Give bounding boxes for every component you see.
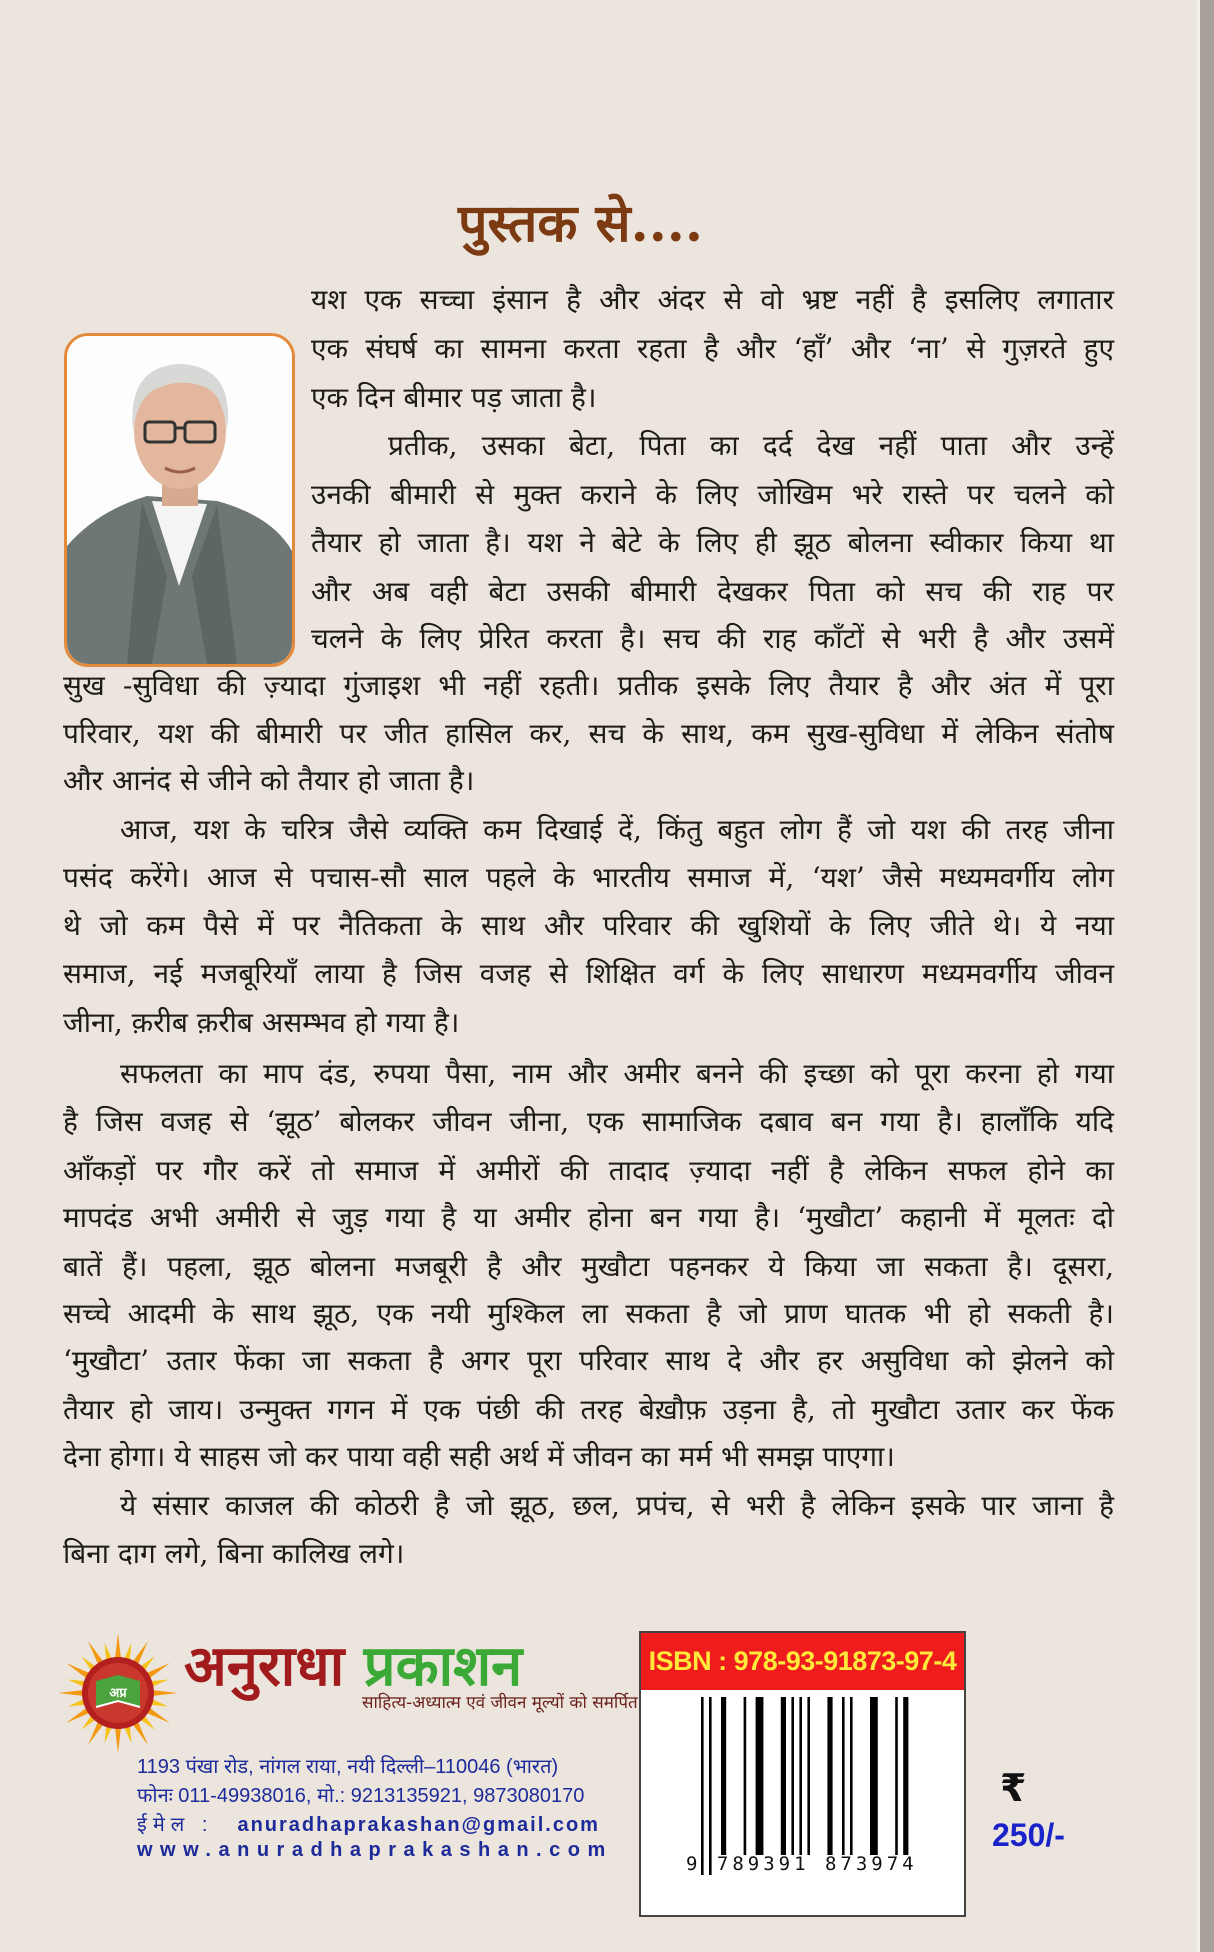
sun-ray — [115, 1635, 121, 1659]
blurb-line: ये संसार काजल की कोठरी है जो झूठ, छल, प्रपंच, से भरी है लेकिन इसके पार जाना है — [120, 1489, 1114, 1522]
price: 250/- — [992, 1817, 1065, 1853]
blurb-line: सुख -सुविधा की ज़्यादा गुंजाइश भी नहीं रहती। प्रतीक इसके लिए तैयार है और अंत में पूरा — [63, 669, 1114, 702]
blurb-line: सफलता का माप दंड, रुपया पैसा, नाम और अमीर बनने की इच्छा को पूरा करना हो गया — [120, 1057, 1114, 1090]
sun-book-logo-icon — [58, 1635, 178, 1755]
spine-edge — [1200, 0, 1214, 1952]
barcode-bar — [903, 1697, 908, 1855]
barcode-bar — [709, 1697, 712, 1875]
blurb-line: थे जो कम पैसे में पर नैतिकता के साथ और परिवार की खुशियों के लिए जीते थे। ये नया — [63, 909, 1114, 942]
barcode — [699, 1697, 909, 1875]
publisher-address: 1193 पंखा रोड, नांगल राया, नयी दिल्ली–110046 (भारत) — [137, 1756, 559, 1778]
blurb-line: तैयार हो जाता है। यश ने बेटे के लिए ही झूठ बोलना स्वीकार किया था — [311, 526, 1114, 559]
barcode-bar — [850, 1697, 853, 1855]
isbn-barcode-box — [639, 1631, 966, 1917]
blurb-line: एक दिन बीमार पड़ जाता है। — [311, 381, 597, 414]
blurb-line: जीना, क़रीब क़रीब असम्भव हो गया है। — [63, 1006, 460, 1039]
blurb-line: मापदंड अभी अमीरी से जुड़ गया है या अमीर होना बन गया है। ‘मुखौटा’ कहानी में मूलतः दो — [63, 1201, 1114, 1234]
rupee-icon: ₹ — [1000, 1766, 1027, 1810]
barcode-bar — [756, 1697, 764, 1855]
barcode-bar — [842, 1697, 845, 1855]
blurb-line: परिवार, यश की बीमारी पर जीत हासिल कर, सच के साथ, कम सुख-सुविधा में लेकिन संतोष — [63, 717, 1114, 750]
sun-ray — [58, 1690, 84, 1696]
logo-text: अप्र — [109, 1686, 127, 1701]
barcode-bar — [807, 1697, 810, 1855]
barcode-bar — [827, 1697, 832, 1855]
blurb-line: समाज, नई मजबूरियाँ लाया है जिस वजह से शिक्षित वर्ग के लिए साधारण मध्यमवर्गीय जीवन — [63, 957, 1114, 990]
publisher-logo — [58, 1635, 178, 1755]
blurb-line: चलने के लिए प्रेरित करता है। सच की राह काँटों से भरी है और उसमें — [311, 622, 1114, 655]
blurb-line: देना होगा। ये साहस जो कर पाया वही सही अर्थ में जीवन का मर्म भी समझ पाएगा। — [63, 1440, 895, 1473]
blurb-line: और अब वही बेटा उसकी बीमारी देखकर पिता को सच की राह पर — [311, 575, 1114, 608]
blurb-line: आँकड़ों पर गौर करें तो समाज में अमीरों की तादाद ज़्यादा नहीं है लेकिन सफल होने का — [63, 1154, 1114, 1187]
sun-ray — [115, 1727, 121, 1753]
publisher-website[interactable]: www.anuradhaprakashan.com — [137, 1839, 613, 1861]
author-portrait-image — [67, 336, 292, 664]
blurb-line: उनकी बीमारी से मुक्त कराने के लिए जोखिम भरे रास्ते पर चलने को — [311, 478, 1114, 511]
blurb-line: बिना दाग लगे, बिना कालिख लगे। — [63, 1537, 405, 1570]
barcode-bar — [895, 1697, 898, 1855]
blurb-line: ‘मुखौटा’ उतार फेंका जा सकता है अगर पूरा परिवार साथ दे और हर असुविधा को झेलने को — [63, 1344, 1114, 1377]
blurb-line: प्रतीक, उसका बेटा, पिता का दर्द देख नहीं पाता और उन्हें — [388, 429, 1114, 462]
barcode-bar — [701, 1697, 704, 1875]
publisher-name-part1: अनुराधा — [184, 1634, 345, 1699]
email-label: ईमेल : — [137, 1814, 214, 1836]
author-photo — [64, 333, 295, 667]
blurb-line: तैयार हो जाय। उन्मुक्त गगन में एक पंछी की तरह बेख़ौफ़ उड़ना है, तो मुखौटा उतार कर फेंक — [63, 1393, 1114, 1426]
publisher-website-row — [137, 1839, 613, 1862]
isbn-label: ISBN : 978-93-91873-97-4 — [641, 1633, 964, 1690]
blurb-line: आज, यश के चरित्र जैसे व्यक्ति कम दिखाई दें, किंतु बहुत लोग हैं जो यश की तरह जीना — [120, 813, 1114, 846]
blurb-line: सच्चे आदमी के साथ झूठ, एक नयी मुश्किल ला सकता है जो प्राण घातक भी हो सकती है। — [63, 1297, 1114, 1330]
publisher-email[interactable]: anuradhaprakashan@gmail.com — [237, 1814, 600, 1836]
blurb-line: है जिस वजह से ‘झूठ’ बोलकर जीवन जीना, एक सामाजिक दबाव बन गया है। हालाँकि यदि — [63, 1105, 1114, 1138]
publisher-tagline: साहित्य-अध्यात्म एवं जीवन मूल्यों को समर्पित — [362, 1693, 638, 1713]
barcode-bar — [721, 1697, 726, 1855]
blurb-line: एक संघर्ष का सामना करता रहता है और ‘हाँ’ और ‘ना’ से गुज़रते हुए — [311, 332, 1114, 365]
blurb-line: बातें हैं। पहला, झूठ बोलना मजबूरी है और मुखौटा पहनकर ये किया जा सकता है। दूसरा, — [63, 1250, 1114, 1283]
page-title: पुस्तक से.... — [458, 193, 704, 254]
blurb-line: पसंद करेंगे। आज से पचास-सौ साल पहले के भारतीय समाज में, ‘यश’ जैसे मध्यमवर्गीय लोग — [63, 861, 1114, 894]
barcode-bar — [744, 1697, 747, 1855]
publisher-name-part2: प्रकाशन — [363, 1634, 523, 1699]
sun-ray — [152, 1690, 178, 1696]
publisher-email-row — [137, 1810, 600, 1837]
blurb-line: और आनंद से जीने को तैयार हो जाता है। — [63, 764, 475, 797]
barcode-bar — [781, 1697, 786, 1855]
barcode-bar — [791, 1697, 794, 1855]
publisher-phone: फोनः 011-49938016, मो.: 9213135921, 9873080170 — [137, 1785, 585, 1807]
barcode-digits: 9 789391 873974 — [686, 1853, 918, 1875]
blurb-line: यश एक सच्चा इंसान है और अंदर से वो भ्रष्ट नहीं है इसलिए लगातार — [311, 283, 1114, 316]
barcode-bar — [799, 1697, 802, 1855]
barcode-bar — [870, 1697, 878, 1855]
